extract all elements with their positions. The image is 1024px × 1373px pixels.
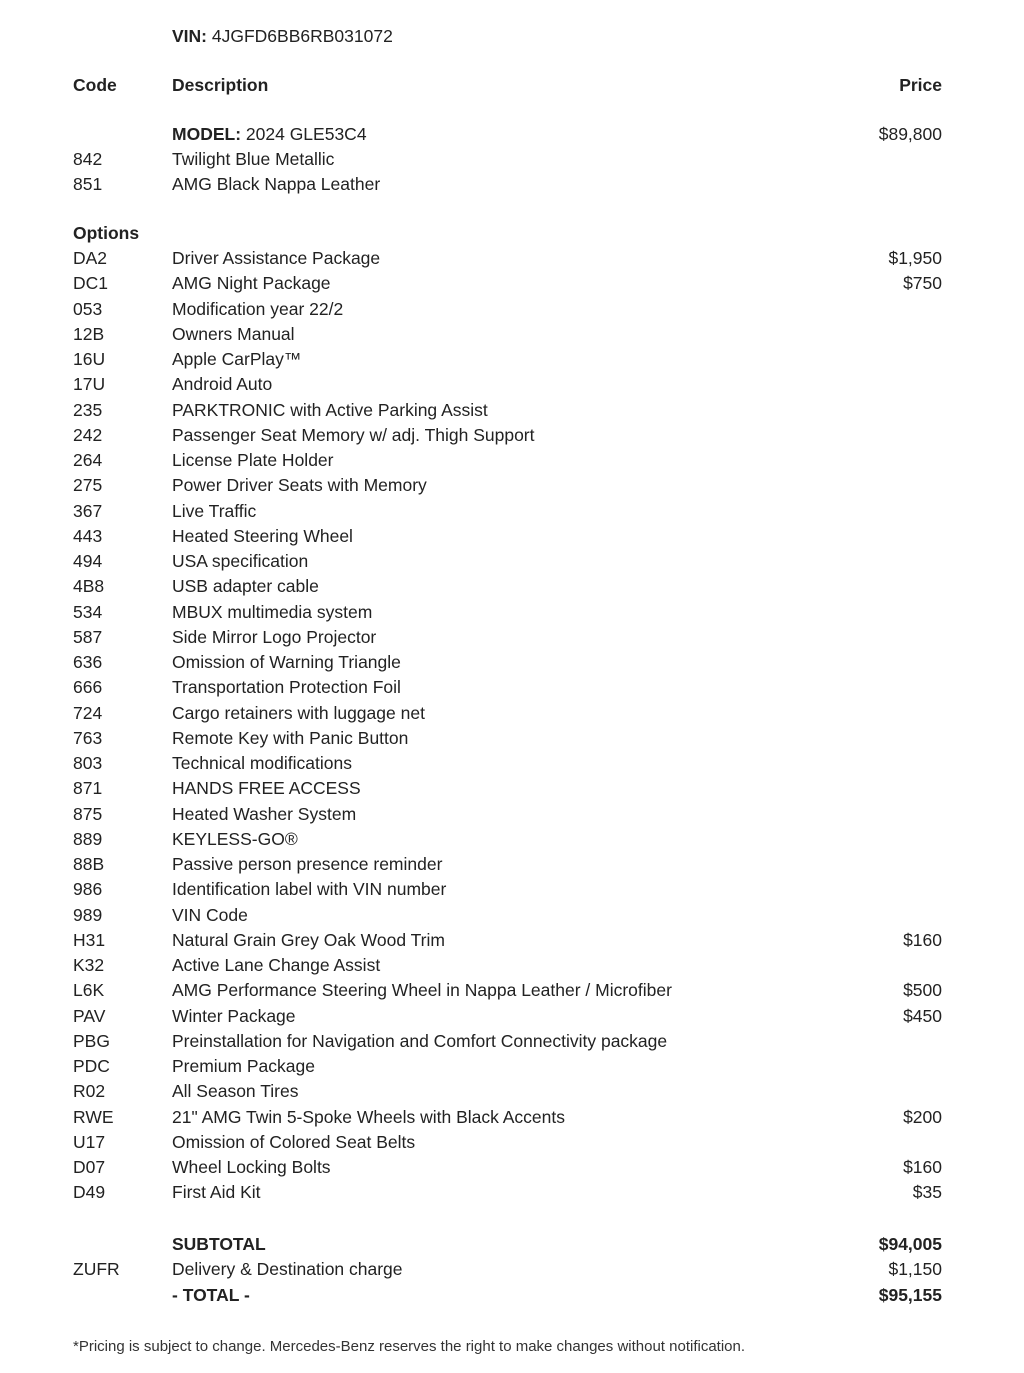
option-description: Owners Manual <box>172 324 295 344</box>
pricing-footnote: *Pricing is subject to change. Mercedes-Benz reserves the right to make changes without notification. <box>73 1338 746 1355</box>
option-row <box>0 802 1024 827</box>
option-description: Winter Package <box>172 1006 296 1026</box>
option-code: RWE <box>73 1107 114 1127</box>
option-row <box>0 246 1024 271</box>
option-row <box>0 953 1024 978</box>
option-description: Natural Grain Grey Oak Wood Trim <box>172 930 445 950</box>
option-code: 534 <box>73 602 103 622</box>
option-description: HANDS FREE ACCESS <box>172 778 361 798</box>
total-price: $95,155 <box>878 1285 942 1305</box>
vin-label: VIN: <box>172 26 207 46</box>
option-row <box>0 347 1024 372</box>
model-row <box>0 122 1024 147</box>
option-code: 986 <box>73 879 103 899</box>
option-code: U17 <box>73 1132 106 1152</box>
option-description: Driver Assistance Package <box>172 248 381 268</box>
total-row <box>0 1283 1024 1308</box>
vin-field <box>172 24 393 49</box>
option-description: AMG Night Package <box>172 273 331 293</box>
option-description: Omission of Colored Seat Belts <box>172 1132 416 1152</box>
option-description: PARKTRONIC with Active Parking Assist <box>172 400 488 420</box>
option-code: 724 <box>73 703 103 723</box>
vin-value: 4JGFD6BB6RB031072 <box>211 26 393 46</box>
item-description: Twilight Blue Metallic <box>172 149 335 169</box>
option-row <box>0 701 1024 726</box>
option-description: Passenger Seat Memory w/ adj. Thigh Support <box>172 425 535 445</box>
option-code: 587 <box>73 627 103 647</box>
option-code: L6K <box>73 980 105 1000</box>
option-description: Live Traffic <box>172 501 257 521</box>
option-code: 16U <box>73 349 106 369</box>
delivery-description: Delivery & Destination charge <box>172 1259 403 1279</box>
option-price: $750 <box>903 273 942 293</box>
option-code: 4B8 <box>73 576 105 596</box>
option-description: USA specification <box>172 551 309 571</box>
option-description: Wheel Locking Bolts <box>172 1157 331 1177</box>
option-code: 875 <box>73 804 103 824</box>
base-item-row <box>0 172 1024 197</box>
option-code: 053 <box>73 299 103 319</box>
subtotal-price: $94,005 <box>878 1234 942 1254</box>
option-price: $500 <box>903 980 942 1000</box>
option-row <box>0 1155 1024 1180</box>
option-row <box>0 877 1024 902</box>
option-code: PDC <box>73 1056 110 1076</box>
option-description: Active Lane Change Assist <box>172 955 381 975</box>
option-code: 443 <box>73 526 103 546</box>
option-code: 871 <box>73 778 103 798</box>
base-item-row <box>0 147 1024 172</box>
option-price: $200 <box>903 1107 942 1127</box>
options-section-row <box>0 221 1024 246</box>
option-code: 12B <box>73 324 105 344</box>
option-description: Technical modifications <box>172 753 352 773</box>
option-row <box>0 322 1024 347</box>
option-row <box>0 928 1024 953</box>
option-row <box>0 448 1024 473</box>
option-code: 88B <box>73 854 105 874</box>
subtotal-row <box>0 1232 1024 1257</box>
option-row <box>0 650 1024 675</box>
option-description: MBUX multimedia system <box>172 602 373 622</box>
option-row <box>0 726 1024 751</box>
option-row <box>0 372 1024 397</box>
option-description: Android Auto <box>172 374 273 394</box>
option-description: Side Mirror Logo Projector <box>172 627 377 647</box>
option-code: DC1 <box>73 273 109 293</box>
option-code: 803 <box>73 753 103 773</box>
option-description: Omission of Warning Triangle <box>172 652 401 672</box>
option-code: 242 <box>73 425 103 445</box>
option-description: KEYLESS-GO® <box>172 829 298 849</box>
option-code: D07 <box>73 1157 106 1177</box>
option-row <box>0 675 1024 700</box>
option-description: Identification label with VIN number <box>172 879 447 899</box>
item-description: AMG Black Nappa Leather <box>172 174 381 194</box>
option-code: PBG <box>73 1031 110 1051</box>
option-code: 763 <box>73 728 103 748</box>
table-header <box>0 73 1024 98</box>
option-description: Preinstallation for Navigation and Comfort Connectivity package <box>172 1031 668 1051</box>
option-code: 989 <box>73 905 103 925</box>
option-description: Heated Washer System <box>172 804 357 824</box>
option-description: Cargo retainers with luggage net <box>172 703 425 723</box>
option-description: VIN Code <box>172 905 248 925</box>
model-price: $89,800 <box>878 124 942 144</box>
price-header: Price <box>899 75 942 95</box>
option-price: $450 <box>903 1006 942 1026</box>
code-header: Code <box>73 75 117 95</box>
option-row <box>0 776 1024 801</box>
option-row <box>0 852 1024 877</box>
option-row <box>0 1130 1024 1155</box>
option-description: AMG Performance Steering Wheel in Nappa Leather / Microfiber <box>172 980 672 1000</box>
option-code: PAV <box>73 1006 106 1026</box>
option-description: All Season Tires <box>172 1081 299 1101</box>
option-row <box>0 625 1024 650</box>
subtotal-label: SUBTOTAL <box>172 1234 266 1254</box>
option-code: 666 <box>73 677 103 697</box>
delivery-price: $1,150 <box>888 1259 942 1279</box>
option-code: K32 <box>73 955 105 975</box>
option-row <box>0 473 1024 498</box>
option-row <box>0 1105 1024 1130</box>
total-label: - TOTAL - <box>172 1285 250 1305</box>
option-code: D49 <box>73 1182 106 1202</box>
option-description: Power Driver Seats with Memory <box>172 475 427 495</box>
model-label: MODEL: <box>172 124 242 144</box>
option-description: Apple CarPlay™ <box>172 349 302 369</box>
option-row <box>0 751 1024 776</box>
option-row <box>0 1029 1024 1054</box>
option-row <box>0 827 1024 852</box>
option-description: Modification year 22/2 <box>172 299 344 319</box>
option-price: $1,950 <box>888 248 942 268</box>
options-label: Options <box>73 223 140 243</box>
option-code: 275 <box>73 475 103 495</box>
item-code: 851 <box>73 174 103 194</box>
delivery-code: ZUFR <box>73 1259 120 1279</box>
option-code: 494 <box>73 551 103 571</box>
option-description: First Aid Kit <box>172 1182 261 1202</box>
option-description: Heated Steering Wheel <box>172 526 353 546</box>
option-description: 21" AMG Twin 5-Spoke Wheels with Black Accents <box>172 1107 566 1127</box>
option-code: 17U <box>73 374 106 394</box>
option-row <box>0 574 1024 599</box>
option-code: 367 <box>73 501 103 521</box>
option-price: $35 <box>912 1182 942 1202</box>
option-description: Premium Package <box>172 1056 315 1076</box>
option-row <box>0 398 1024 423</box>
option-code: R02 <box>73 1081 106 1101</box>
option-description: USB adapter cable <box>172 576 319 596</box>
option-row <box>0 271 1024 296</box>
option-row <box>0 549 1024 574</box>
option-row <box>0 423 1024 448</box>
option-row <box>0 978 1024 1003</box>
delivery-row <box>0 1257 1024 1282</box>
option-code: 235 <box>73 400 103 420</box>
option-description: License Plate Holder <box>172 450 334 470</box>
option-row <box>0 297 1024 322</box>
option-description: Transportation Protection Foil <box>172 677 401 697</box>
option-row <box>0 499 1024 524</box>
option-description: Passive person presence reminder <box>172 854 443 874</box>
option-code: 264 <box>73 450 103 470</box>
option-row <box>0 1180 1024 1205</box>
model-field <box>172 122 367 147</box>
vin-row <box>0 24 1024 49</box>
option-row <box>0 903 1024 928</box>
option-row <box>0 1004 1024 1029</box>
description-header: Description <box>172 75 269 95</box>
option-row <box>0 1054 1024 1079</box>
option-price: $160 <box>903 1157 942 1177</box>
option-description: Remote Key with Panic Button <box>172 728 409 748</box>
option-row <box>0 524 1024 549</box>
option-code: 636 <box>73 652 103 672</box>
item-code: 842 <box>73 149 103 169</box>
option-code: DA2 <box>73 248 108 268</box>
model-value: 2024 GLE53C4 <box>245 124 367 144</box>
option-row <box>0 600 1024 625</box>
option-price: $160 <box>903 930 942 950</box>
option-code: 889 <box>73 829 103 849</box>
option-code: H31 <box>73 930 106 950</box>
option-row <box>0 1079 1024 1104</box>
